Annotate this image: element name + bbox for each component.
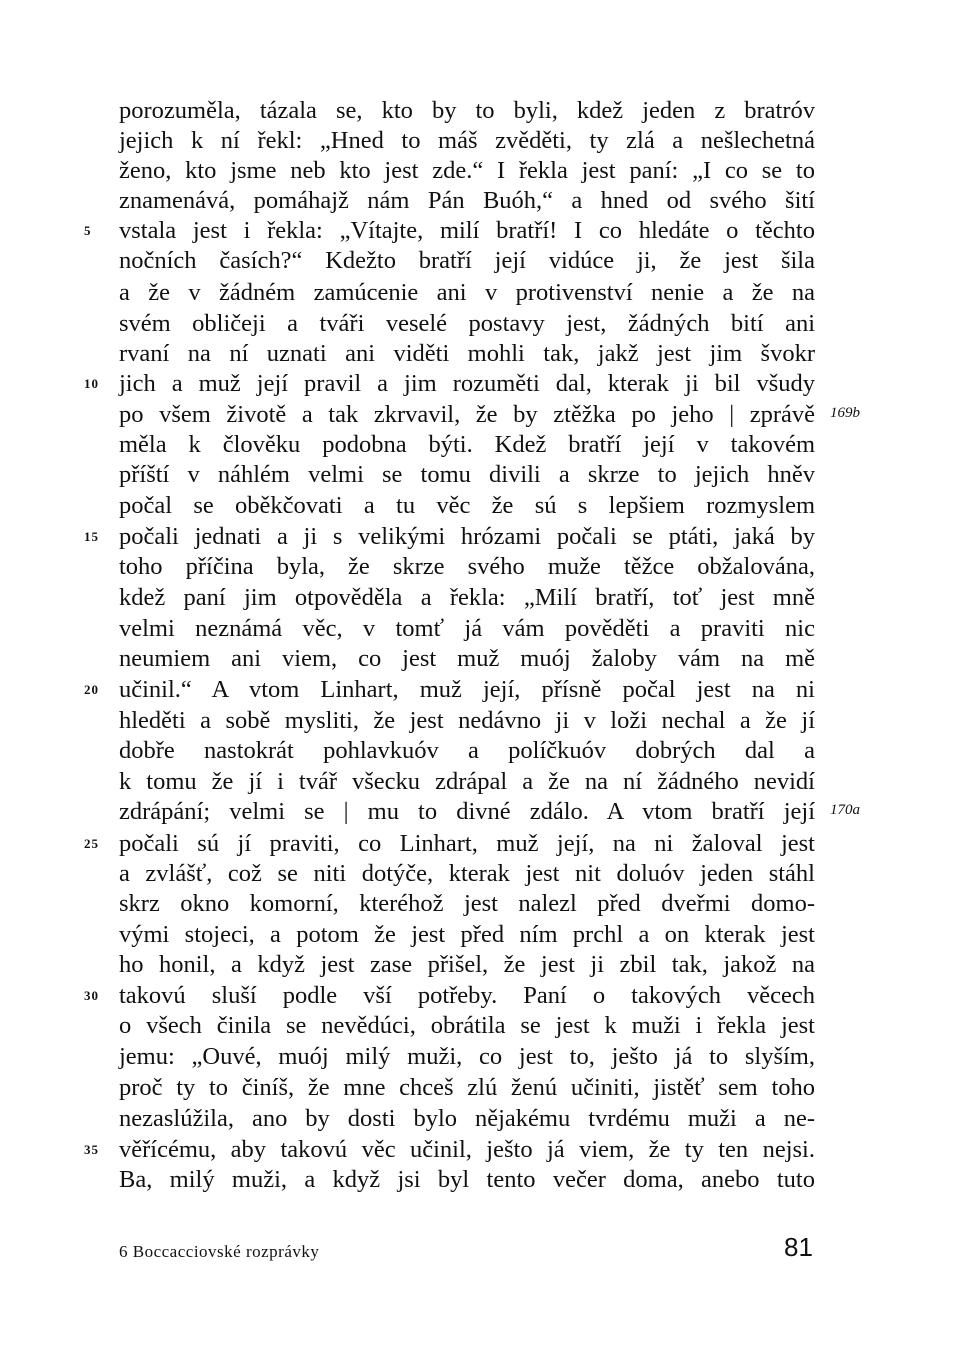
text-line: počali jednati a ji s velikými hrózami počali se ptáti, jaká by (119, 523, 815, 550)
text-line: takovú sluší podle vší potřeby. Paní o takových věcech (119, 982, 815, 1009)
text-line: proč ty to činíš, že mne chceš zlú ženú učiniti, jistěť sem toho (119, 1074, 815, 1101)
text-line: nočních časích?“ Kdežto bratří její vidúce ji, že jest šila (119, 247, 815, 274)
text-line: dobře nastokrát pohlavkuóv a políčkuóv dobrých dal a (119, 737, 815, 764)
line-number: 20 (84, 682, 99, 697)
text-line: jejich k ní řekl: „Hned to máš zvěděti, ty zlá a nešlechetná (119, 127, 815, 154)
text-line: porozuměla, tázala se, kto by to byli, kdež jeden z bratróv (119, 97, 815, 124)
text-line: ženo, kto jsme neb kto jest zde.“ I řekla jest paní: „I co se to (119, 157, 815, 184)
text-line: skrz okno komorní, kteréhož jest nalezl před dveřmi domo- (119, 890, 815, 917)
text-line: jich a muž její pravil a jim rozuměti dal, kterak ji bil všudy (119, 370, 815, 397)
text-line: po všem životě a tak zkrvavil, že by ztěžka po jeho | zprávě (119, 401, 815, 428)
text-line: vými stojeci, a potom že jest před ním prchl a on kterak jest (119, 921, 815, 948)
text-line: znamenává, pomáhajž nám Pán Buóh,“ a hned od svého šití (119, 187, 815, 214)
text-line: toho příčina byla, že skrze svého muže těžce obžalována, (119, 553, 815, 580)
text-line: neumiem ani viem, co jest muž muój žaloby vám na mě (119, 645, 815, 672)
text-line: Ba, milý muži, a když jsi byl tento večer doma, anebo tuto (119, 1166, 815, 1193)
text-line: o všech činila se nevědúci, obrátila se jest k muži i řekla jest (119, 1012, 815, 1039)
line-number: 10 (84, 376, 99, 391)
folio-mark: 170a (830, 802, 860, 818)
line-number: 35 (84, 1142, 99, 1157)
text-line: rvaní na ní uznati ani viděti mohli tak, jakž jest jim švokr (119, 340, 815, 367)
text-line: jemu: „Ouvé, muój milý muži, co jest to, ješto já to slyším, (119, 1043, 815, 1070)
page-number: 81 (784, 1232, 813, 1262)
folio-mark: 169b (830, 405, 860, 421)
text-line: nezaslúžila, ano by dosti bylo nějakému tvrdému muži a ne- (119, 1105, 815, 1132)
footer-signature: 6 Boccacciovské rozprávky (119, 1242, 320, 1261)
text-line: počali sú jí praviti, co Linhart, muž její, na ni žaloval jest (119, 830, 815, 857)
text-line: a že v žádném zamúcenie ani v protivenství nenie a že na (119, 279, 815, 306)
text-line: příští v náhlém velmi se tomu divili a skrze to jejich hněv (119, 461, 815, 488)
line-number: 25 (84, 836, 99, 851)
text-line: svém obličeji a tváři veselé postavy jest, žádných bití ani (119, 310, 815, 337)
text-line: zdrápání; velmi se | mu to divné zdálo. A vtom bratří její (119, 798, 815, 825)
line-number: 15 (84, 529, 99, 544)
text-line: vstala jest i řekla: „Vítajte, milí bratří! I co hledáte o těchto (119, 217, 815, 244)
line-number: 30 (84, 988, 99, 1003)
text-line: k tomu že jí i tvář všecku zdrápal a že na ní žádného nevidí (119, 768, 815, 795)
text-line: a zvlášť, což se niti dotýče, kterak jest nit doluóv jeden stáhl (119, 860, 815, 887)
text-line: měla k člověku podobna býti. Kdež bratří její v takovém (119, 431, 815, 458)
text-line: počal se oběkčovati a tu věc že sú s lepšiem rozmyslem (119, 492, 815, 519)
text-line: učinil.“ A vtom Linhart, muž její, přísně počal jest na ni (119, 676, 815, 703)
text-line: kdež paní jim otpověděla a řekla: „Milí bratří, toť jest mně (119, 584, 815, 611)
text-line: velmi neznámá věc, v tomť já vám pověděti a praviti nic (119, 615, 815, 642)
text-line: hleděti a sobě mysliti, že jest nedávno ji v loži nechal a že jí (119, 707, 815, 734)
line-number: 5 (84, 223, 92, 238)
text-line: ho honil, a když jest zase přišel, že jest ji zbil tak, jakož na (119, 951, 815, 978)
text-line: věřícému, aby takovú věc učinil, ješto já viem, že ty ten nejsi. (119, 1136, 815, 1163)
